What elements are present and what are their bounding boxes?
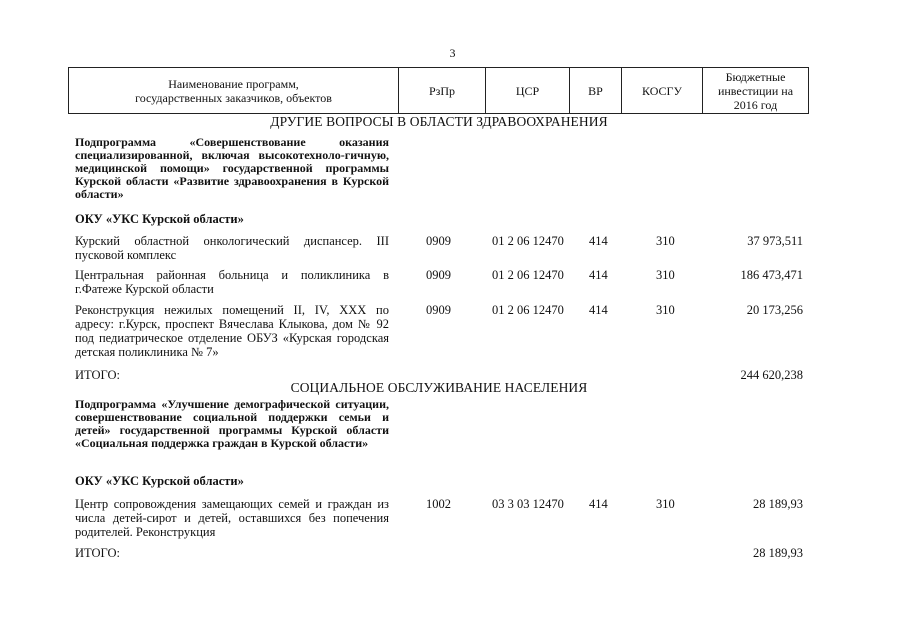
table-row [0, 497, 905, 539]
total-label: ИТОГО: [75, 546, 120, 560]
header-kosgu: КОСГУ [622, 68, 703, 114]
csr-cell: 01 2 06 12470 [492, 303, 564, 317]
subprogram-title: Подпрограмма «Улучшение демографической ситуации, совершенствование социальной поддержки семьи и детей» государственной программы Курской области «Социальная поддержка граждан в Курской области» [75, 397, 389, 450]
vr-cell: 414 [589, 497, 608, 511]
page-number: 3 [449, 46, 456, 60]
vr-cell: 414 [589, 303, 608, 317]
kosgu-cell: 310 [656, 268, 675, 282]
csr-cell: 03 3 03 12470 [492, 497, 564, 511]
rzpr-cell: 0909 [426, 234, 451, 248]
kosgu-cell: 310 [656, 303, 675, 317]
header-vr: ВР [570, 68, 622, 114]
table-header [68, 67, 809, 114]
section-title: СОЦИАЛЬНОЕ ОБСЛУЖИВАНИЕ НАСЕЛЕНИЯ [290, 380, 588, 395]
organization-name: ОКУ «УКС Курской области» [75, 474, 244, 488]
rzpr-cell: 1002 [426, 497, 451, 511]
total-amount: 244 620,238 [740, 368, 803, 382]
table-row [0, 234, 905, 262]
object-name: Курский областной онкологический диспансер. III пусковой комплекс [75, 234, 389, 262]
amount-cell: 186 473,471 [740, 268, 803, 282]
header-budget: Бюджетные инвестиции на 2016 год [703, 68, 809, 114]
object-name: Центральная районная больница и поликлиника в г.Фатеже Курской области [75, 268, 389, 296]
kosgu-cell: 310 [656, 497, 675, 511]
table-row [0, 303, 905, 359]
header-csr: ЦСР [486, 68, 570, 114]
subprogram-title: Подпрограмма «Совершенствование оказания специализированной, включая высокотехноло-гичную, медицинской помощи» государственной программы Курской области «Развитие здравоохранения в Курской области» [75, 135, 389, 201]
vr-cell: 414 [589, 234, 608, 248]
object-name: Центр сопровождения замещающих семей и граждан из числа детей-сирот и детей, оставшихся без попечения родителей. Реконструкция [75, 497, 389, 539]
amount-cell: 37 973,511 [747, 234, 803, 248]
csr-cell: 01 2 06 12470 [492, 268, 564, 282]
vr-cell: 414 [589, 268, 608, 282]
total-label: ИТОГО: [75, 368, 120, 382]
organization-name: ОКУ «УКС Курской области» [75, 212, 244, 226]
total-amount: 28 189,93 [753, 546, 803, 560]
csr-cell: 01 2 06 12470 [492, 234, 564, 248]
object-name: Реконструкция нежилых помещений II, IV, XXX по адресу: г.Курск, проспект Вячеслава Клыкова, дом № 92 под педиатрическое отделение ОБУЗ «Курская городская детская поликлиника № 7» [75, 303, 389, 359]
amount-cell: 20 173,256 [746, 303, 803, 317]
section-title: ДРУГИЕ ВОПРОСЫ В ОБЛАСТИ ЗДРАВООХРАНЕНИЯ [270, 114, 608, 129]
kosgu-cell: 310 [656, 234, 675, 248]
rzpr-cell: 0909 [426, 303, 451, 317]
amount-cell: 28 189,93 [753, 497, 803, 511]
header-rzpr: РзПр [399, 68, 486, 114]
table-row [0, 268, 905, 296]
header-name: Наименование программ, государственных заказчиков, объектов [69, 68, 399, 114]
rzpr-cell: 0909 [426, 268, 451, 282]
